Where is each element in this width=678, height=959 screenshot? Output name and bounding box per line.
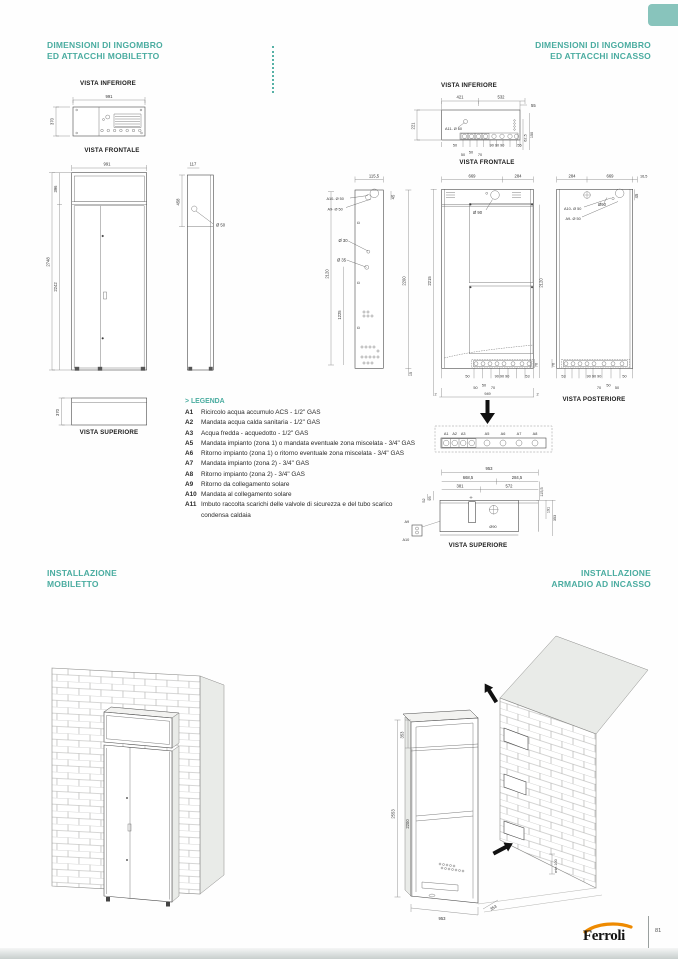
legend-key: A2 [185, 419, 194, 427]
header-line: DIMENSIONI DI INGOMBRO [535, 40, 651, 50]
legend-key: A1 [185, 409, 194, 416]
dim-label: 52 [422, 498, 426, 503]
dotted-divider [272, 46, 274, 93]
legend-text: Imbuto raccolta scarichi delle valvole di sicurezza e del tubo scarico [201, 501, 393, 509]
dim-label: 953 [485, 466, 493, 471]
legend-key: A10 [185, 491, 197, 498]
dim-label: 50 [468, 150, 474, 155]
dim-label: 62,5 [523, 134, 528, 142]
view-label: VISTA INFERIORE [80, 80, 136, 87]
dim-label: 669 [606, 173, 614, 179]
incasso-top-outline [440, 500, 518, 531]
dim-lines [59, 398, 72, 425]
mobiletto-front-view-drawing [40, 156, 235, 378]
legend-key: A11 [185, 501, 197, 509]
view-label: VISTA SUPERIORE [448, 542, 508, 549]
legend-text: Mandata impianto (zona 2) - 3/4" GAS [201, 460, 310, 468]
dim-label: 353 [488, 903, 498, 912]
dim-label: 76 [551, 362, 556, 368]
view-label: VISTA SUPERIORE [79, 429, 139, 436]
section-header-mobiletto [47, 40, 163, 63]
dim-label: 115,5 [368, 173, 380, 179]
connector-label: A1 [443, 432, 449, 436]
header-line: DIMENSIONI DI INGOMBRO [47, 40, 163, 50]
section-header-incasso [535, 40, 651, 63]
dim-label: 353 [553, 514, 557, 522]
dim-label: 532 [497, 94, 505, 100]
header-line: ED ATTACCHI INCASSO [550, 51, 651, 62]
dim-label: A11- Ø 60 [445, 127, 463, 131]
dim-label: 50 [452, 143, 458, 148]
dim-label: 50 [606, 383, 611, 388]
dim-label: 16,5 [640, 174, 648, 179]
dim-label: 2242 [53, 282, 58, 292]
dim-label: 15 [409, 371, 413, 377]
dim-label: 117 [189, 161, 197, 167]
dim-label: 370 [55, 409, 60, 416]
dim-label: A9- Ø 50 [327, 207, 343, 212]
connector-label: A5 [484, 432, 490, 436]
dim-label: 53 [525, 374, 530, 379]
legend-text: Ritorno da collegamento solare [201, 480, 290, 488]
view-label: VISTA FRONTALE [459, 159, 515, 166]
legend-key: A7 [185, 460, 194, 468]
header-line: ARMADIO AD INCASSO [551, 579, 651, 590]
ferroli-logo [581, 922, 641, 948]
incasso-front-outline [442, 189, 534, 368]
dim-label: Ø 35 [337, 257, 347, 263]
page-edge-strip [0, 948, 678, 959]
dim-label: 95 [428, 496, 432, 501]
install-mobiletto-drawing [40, 628, 275, 933]
dim-label: 1225 [336, 310, 342, 320]
dim-label: 2200 [401, 276, 407, 286]
footer-divider [648, 916, 649, 948]
dim-label: 191 [546, 506, 551, 514]
dim-label: 115,5 [540, 487, 544, 497]
dim-label: 353 [399, 731, 405, 739]
incasso-side-outline [355, 190, 383, 368]
header-line: MOBILETTO [47, 579, 99, 590]
header-line: INSTALLAZIONE [581, 568, 651, 578]
dim-label: A9- Ø 50 [565, 217, 581, 221]
dim-label: 55 [531, 103, 536, 108]
incasso-top-view-drawing [398, 448, 598, 558]
legend-key: A6 [185, 450, 194, 457]
dim-label: min 100 [554, 859, 558, 873]
connector-label: A3 [460, 432, 466, 436]
dim-label: A10- Ø 50 [564, 207, 582, 211]
connector-label: A8 [532, 432, 538, 436]
view-label: VISTA INFERIORE [441, 82, 497, 89]
dim-label: A10 [402, 538, 410, 542]
dim-label: 2553 [390, 809, 396, 819]
cabinet-top [72, 398, 147, 425]
dim-label: 991 [103, 161, 111, 167]
dim-label: 70 [490, 386, 496, 390]
dim-label: 50 [622, 374, 627, 379]
dim-label: 50 [473, 386, 478, 390]
dim-label: 668,5 [462, 475, 474, 480]
view-label: VISTA POSTERIORE [562, 396, 626, 403]
dim-label: 284 [514, 173, 522, 179]
dim-label: 76 [534, 362, 539, 368]
recessed-frame [403, 710, 478, 903]
dim-label: 396 [53, 185, 58, 193]
dim-label: 2200 [405, 819, 410, 829]
connector-label: A2 [452, 432, 458, 436]
logo-wordmark: Ferroli [583, 928, 625, 944]
dim-label: Ø90 [489, 525, 497, 529]
dim-label: 669 [468, 173, 476, 179]
cabinet-side [187, 175, 213, 370]
dim-label: 90 90 90 [586, 374, 602, 379]
dim-label: 70 [477, 153, 483, 157]
dim-label: 55 [517, 143, 522, 148]
legend-title: > LEGENDA [185, 398, 225, 405]
dim-label: 2 [434, 392, 437, 397]
legend-key: A9 [185, 480, 194, 488]
dim-label: 50 [614, 386, 620, 390]
dim-label: Ø90 [598, 202, 606, 207]
install-incasso-drawing [380, 578, 670, 940]
dim-label: 572 [505, 483, 513, 489]
legend-text: Mandata al collegamento solare [201, 491, 292, 498]
dim-label: 2215 [427, 276, 432, 286]
dim-label: 2120 [538, 278, 544, 288]
dim-label: 53 [561, 374, 566, 379]
header-line: ED ATTACCHI MOBILETTO [47, 51, 160, 62]
dim-label: 2120 [324, 269, 330, 279]
dim-label: 50 [481, 383, 487, 388]
incasso-bottom-view-drawing [400, 88, 580, 172]
dim-label: 953 [438, 916, 446, 921]
connector-strip [441, 438, 546, 448]
dim-label: 50 [465, 374, 470, 379]
dim-label: 458 [175, 198, 181, 206]
dim-label: Ø 50 [216, 222, 226, 228]
legend-text: Ritorno impianto (zona 1) o ritorno eventuale zona miscelata - 3/4" GAS [201, 450, 404, 457]
dim-label: Ø 90 [473, 210, 483, 215]
dim-label: 90 90 90 [494, 374, 510, 379]
down-arrow-icon [480, 400, 495, 424]
legend-text: condensa caldaia [201, 511, 251, 519]
view-label: VISTA FRONTALE [84, 147, 140, 154]
mobiletto-bottom-view-drawing [40, 90, 210, 152]
dim-label: 45 [634, 193, 639, 199]
incasso-main-drawing [318, 162, 678, 414]
cabinet-isometric [104, 707, 179, 907]
dim-label: 421 [456, 94, 464, 100]
legend-text: Ricircolo acqua accumulo ACS - 1/2" GAS [201, 409, 321, 416]
dim-label: 2 [536, 392, 539, 397]
dim-label: A10- Ø 50 [326, 197, 344, 201]
legend-key: A8 [185, 470, 194, 478]
dim-label: 50 [460, 153, 466, 157]
install-header-mobiletto [47, 568, 117, 591]
dim-label: 370 [49, 118, 55, 125]
dim-label: 90 90 90 [489, 143, 505, 148]
dim-label: 150 [530, 131, 534, 139]
legend-key [185, 511, 201, 521]
dim-label: Ø 30 [338, 238, 348, 243]
dim-label: 284,5 [511, 475, 523, 480]
dim-label: 221 [410, 122, 416, 130]
connector-label: A6 [500, 432, 506, 436]
header-line: INSTALLAZIONE [47, 568, 117, 578]
legend-text: Mandata impianto (zona 1) o mandata eventuale zona miscelata - 3/4" GAS [201, 439, 415, 447]
dim-label: 991 [105, 94, 113, 99]
dim-label: 949 [484, 392, 491, 396]
dim-label: 45 [390, 194, 396, 200]
dim-label: 70 [596, 386, 602, 390]
corner-tab [648, 4, 678, 26]
cabinet-front [72, 173, 147, 370]
legend-key: A3 [185, 429, 194, 437]
dim-label: 381 [456, 483, 464, 489]
legend-text: Ritorno impianto (zona 2) - 3/4" GAS [201, 470, 305, 478]
connector-label: A7 [516, 432, 522, 436]
incasso-bottom-outline [442, 110, 520, 140]
legend-text: Mandata acqua calda sanitaria - 1/2" GAS [201, 419, 321, 427]
dim-label: 284 [568, 173, 576, 179]
legend-key: A5 [185, 439, 194, 447]
page-number: 81 [655, 928, 662, 934]
dim-label: A9 [404, 520, 410, 524]
legend-text: Acqua fredda - acquedotto - 1/2" GAS [201, 429, 309, 437]
dim-label: 2748 [45, 257, 51, 267]
